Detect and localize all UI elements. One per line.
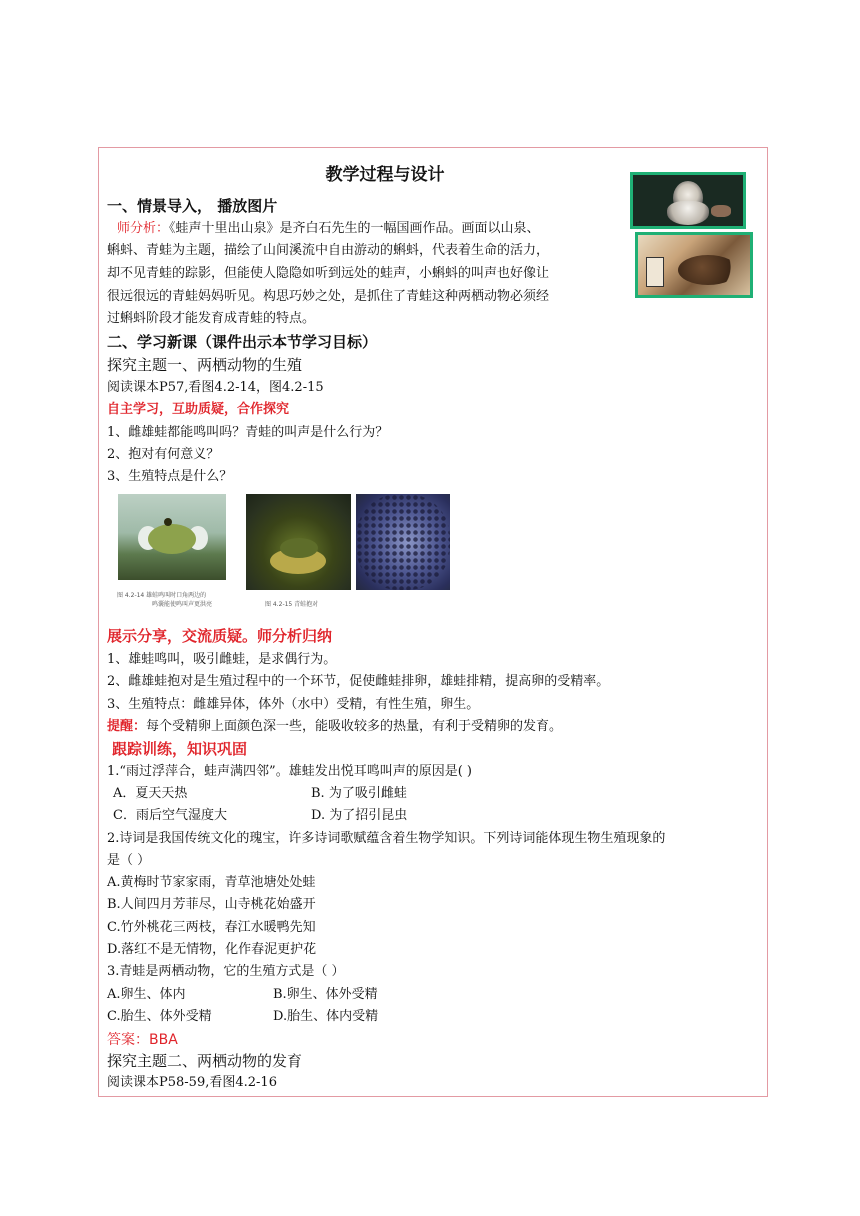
answer-2: 2、雌雄蛙抱对是生殖过程中的一个环节，促使雌蛙排卵，雄蛙排精，提高卵的受精率。 xyxy=(107,674,610,689)
answer-1: 1、雄蛙鸣叫，吸引雌蛙，是求偶行为。 xyxy=(107,652,337,667)
section1-heading: 一、情景导入， 播放图片 xyxy=(107,197,278,215)
exercise-2-option-b: B.人间四月芳菲尽，山寺桃花始盛开 xyxy=(107,897,316,912)
tip-label: 提醒： xyxy=(107,719,147,734)
section1-line-2: 蝌蚪、青蛙为主题，描绘了山间溪流中自由游动的蝌蚪，代表着生命的活力， xyxy=(107,243,550,258)
figure-14-caption-line2: 鸣囊能使鸣叫声更洪亮 xyxy=(152,601,213,608)
exercise-2-option-d: D.落红不是无情物，化作春泥更护花 xyxy=(107,942,317,957)
exercise-3-option-c: C.胎生、体外受精 xyxy=(107,1009,212,1024)
exercise-3: 3.青蛙是两栖动物，它的生殖方式是（ ） xyxy=(107,964,345,979)
section2-heading: 二、学习新课（课件出示本节学习目标） xyxy=(107,333,378,351)
frog-painting-image xyxy=(635,232,753,298)
exercise-1-option-a: A．夏天天热 xyxy=(113,786,188,801)
painter-portrait-image xyxy=(630,172,746,229)
question-2: 2、抱对有何意义？ xyxy=(107,447,220,462)
exercise-3-option-a: A.卵生、体内 xyxy=(107,987,186,1002)
exercise-2-line-2: 是（ ） xyxy=(107,853,151,868)
share-heading: 展示分享，交流质疑。师分析归纳 xyxy=(107,627,333,645)
exercise-1-option-b: B. 为了吸引雌蛙 xyxy=(311,786,407,801)
selfstudy-heading: 自主学习，互助质疑，合作探究 xyxy=(107,402,290,417)
frog-eggs-photo xyxy=(356,494,450,590)
topic1-heading: 探究主题一、两栖动物的生殖 xyxy=(107,356,303,374)
exercise-3-option-d: D.胎生、体内受精 xyxy=(273,1009,379,1024)
figure-14-caption-line1: 图 4.2-14 雄蛙鸣叫时口角两边的 xyxy=(117,592,207,599)
page-title: 教学过程与设计 xyxy=(325,165,445,185)
section1-line-5: 过蝌蚪阶段才能发育成青蛙的特点。 xyxy=(107,311,316,326)
section1-line-1: 师分析：《蛙声十里出山泉》是齐白石先生的一幅国画作品。画面以山泉、 xyxy=(117,221,540,236)
tip-line: 提醒：每个受精卵上面颜色深一些，能吸收较多的热量，有利于受精卵的发育。 xyxy=(107,719,563,734)
exercise-2-line-1: 2.诗词是我国传统文化的瑰宝，许多诗词歌赋蕴含着生物学知识。下列诗词能体现生物生殖现象的 xyxy=(107,831,666,846)
teacher-analysis-label: 师分析： xyxy=(117,221,170,236)
section1-line-4: 很远很远的青蛙妈妈听见。构思巧妙之处，是抓住了青蛙这种两栖动物必须经 xyxy=(107,289,550,304)
figure-15-caption: 图 4.2-15 青蛙抱对 xyxy=(265,601,319,608)
question-1: 1、雌雄蛙都能鸣叫吗？青蛙的叫声是什么行为？ xyxy=(107,425,389,440)
exercise-2-option-c: C.竹外桃花三两枝，春江水暖鸭先知 xyxy=(107,920,316,935)
reading2: 阅读课本P58-59,看图4.2-16 xyxy=(107,1075,277,1090)
exercise-3-option-b: B.卵生、体外受精 xyxy=(273,987,378,1002)
reading1: 阅读课本P57,看图4.2-14，图4.2-15 xyxy=(107,380,324,395)
frog-amplexus-photo xyxy=(246,494,351,590)
exercise-1-option-c: C．雨后空气湿度大 xyxy=(113,808,227,823)
answer-key: 答案：BBA xyxy=(107,1032,178,1048)
training-heading: 跟踪训练，知识巩固 xyxy=(112,740,248,758)
topic2-heading: 探究主题二、两栖动物的发育 xyxy=(107,1052,303,1070)
frog-vocal-sac-photo xyxy=(118,494,226,580)
section1-line-3: 却不见青蛙的踪影，但能使人隐隐如听到远处的蛙声，小蝌蚪的叫声也好像让 xyxy=(107,266,550,281)
exercise-1-option-d: D. 为了招引昆虫 xyxy=(311,808,408,823)
question-3: 3、生殖特点是什么？ xyxy=(107,469,233,484)
exercise-1: 1.“雨过浮萍合，蛙声满四邻”。雄蛙发出悦耳鸣叫声的原因是( ) xyxy=(107,764,472,779)
exercise-2-option-a: A.黄梅时节家家雨，青草池塘处处蛙 xyxy=(107,875,316,890)
answer-3: 3、生殖特点：雌雄异体，体外（水中）受精，有性生殖，卵生。 xyxy=(107,697,480,712)
